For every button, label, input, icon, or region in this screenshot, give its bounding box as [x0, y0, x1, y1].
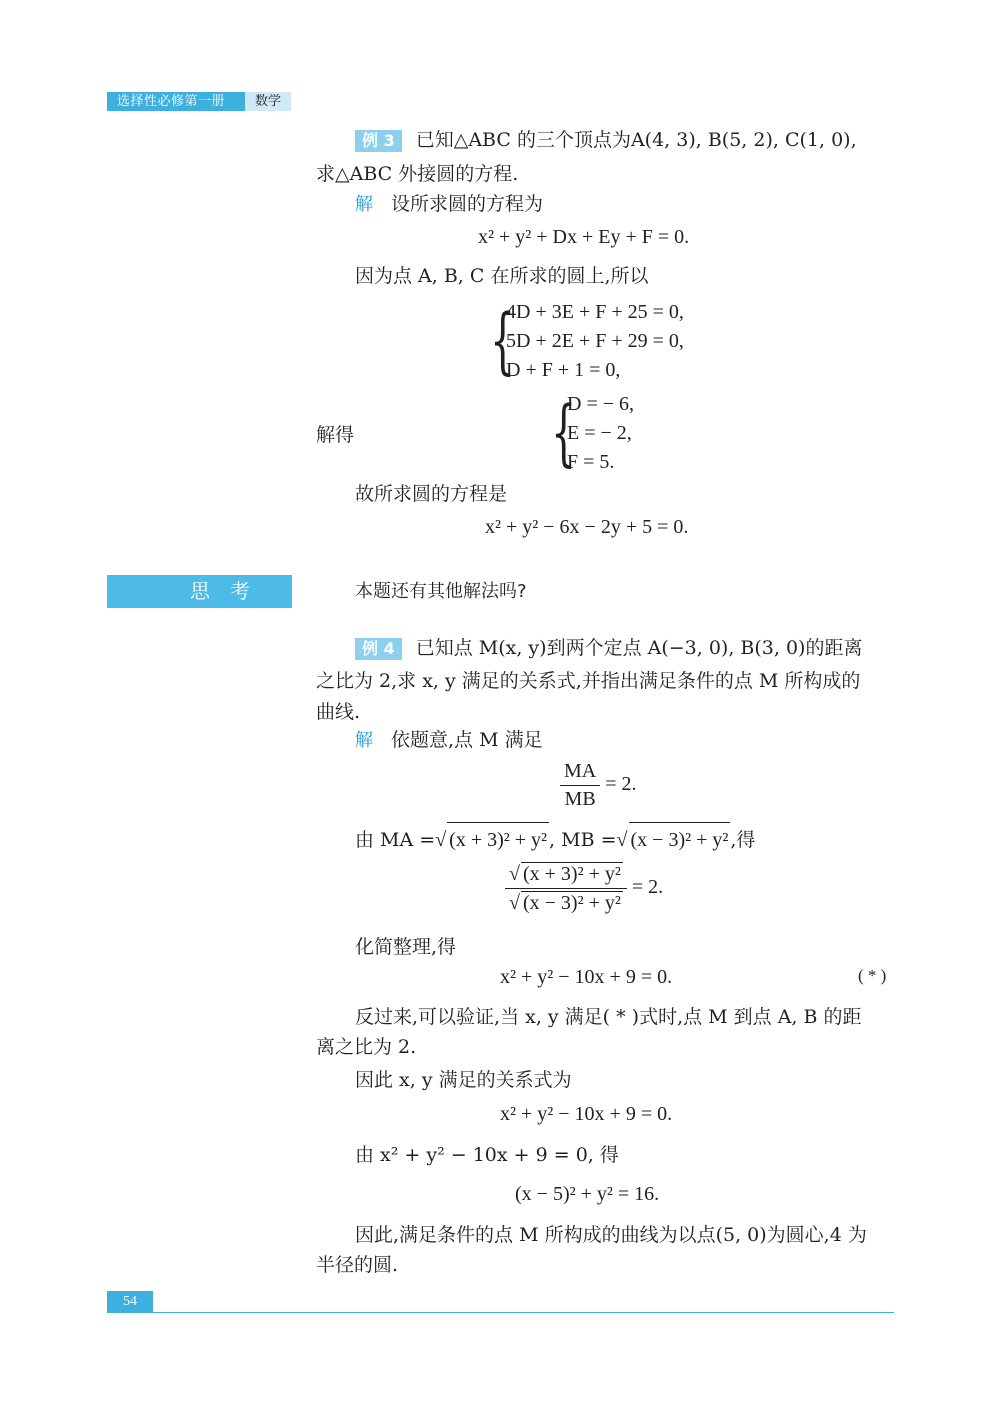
example-4-line-2: 之比为 2,求 x, y 满足的关系式,并指出满足条件的点 M 所构成的 [316, 670, 861, 692]
points-on-circle-text: 因为点 A, B, C 在所求的圆上,所以 [355, 265, 649, 287]
system-1-eq-2: 5D + 2E + F + 29 = 0, [506, 330, 684, 352]
footer-rule [107, 1312, 894, 1313]
system-brace: { [490, 298, 516, 382]
think-label-box: 思考 [107, 575, 292, 608]
equation-system-1 [506, 298, 684, 385]
example-3-line-1: 例 3 已知△ABC 的三个顶点为A(4, 3), B(5, 2), C(1, 0), [355, 123, 857, 157]
star-label: ( * ) [858, 966, 887, 985]
system-2-eq-3: F = 5. [567, 451, 615, 473]
final-line-1: 因此,满足条件的点 M 所构成的曲线为以点(5, 0)为圆心,4 为 [355, 1224, 867, 1246]
sqrt-ratio-equation: $\frac{\text{√ (x + 3)² + y²}}{\text{√ (x − 3)² + y²}}$ = 2. [505, 862, 663, 915]
ratio-fraction: $\frac{MA}{MB}$ [560, 760, 600, 811]
solution-tag: 解 [355, 730, 373, 751]
example-4-line-1: 例 4 已知点 M(x, y)到两个定点 A(−3, 0), B(3, 0)的距离 [355, 631, 862, 665]
example-3-solution-intro: 解 设所求圆的方程为 [355, 193, 544, 215]
distance-definitions: 由 MA =√ (x + 3)² + y² , MB =√ (x − 3)² + y² ,得 [355, 822, 755, 857]
system-1-eq-3: D + F + 1 = 0, [506, 359, 621, 381]
system-2-eq-1: D = − 6, [567, 393, 635, 415]
equation-circle-standard: (x − 5)² + y² = 16. [515, 1183, 660, 1205]
solve-label: 解得 [316, 424, 355, 446]
verify-line-2: 离之比为 2. [316, 1036, 417, 1058]
final-line-2: 半径的圆. [316, 1254, 399, 1276]
solution-tag: 解 [355, 194, 373, 215]
system-2-eq-2: E = − 2, [567, 422, 632, 444]
ratio-equation: $\frac{MA}{MB}$ = 2. [560, 760, 637, 811]
equation-system-2 [567, 390, 634, 477]
sqrt-ratio-fraction: $\frac{\text{√ (x + 3)² + y²}}{\text{√ (x − 3)² + y²}}$ [505, 862, 627, 915]
equation-relation: x² + y² − 10x + 9 = 0. [500, 1103, 673, 1125]
from-equation-text: 由 x² + y² − 10x + 9 = 0, 得 [355, 1144, 619, 1166]
equation-general-circle: x² + y² + Dx + Ey + F = 0. [478, 226, 690, 248]
example-4-tag: 例 4 [355, 638, 402, 660]
example-4-solution-intro: 解 依题意,点 M 满足 [355, 729, 543, 751]
verify-line-1: 反过来,可以验证,当 x, y 满足( * )式时,点 M 到点 A, B 的距 [355, 1006, 862, 1028]
think-question: 本题还有其他解法吗? [355, 581, 527, 602]
example-3-tag: 例 3 [355, 130, 402, 152]
hence-text: 因此 x, y 满足的关系式为 [355, 1069, 572, 1091]
equation-final-circle: x² + y² − 6x − 2y + 5 = 0. [485, 516, 689, 538]
equation-star: x² + y² − 10x + 9 = 0. [500, 966, 673, 988]
example-3-line-2: 求△ABC 外接圆的方程. [316, 163, 519, 185]
example-4-line-3: 曲线. [316, 701, 361, 723]
subject-badge: 数学 [245, 92, 291, 111]
system-brace: { [551, 390, 577, 474]
book-title-badge: 选择性必修第一册 [107, 92, 245, 111]
conclusion-text: 故所求圆的方程是 [355, 483, 508, 505]
system-1-eq-1: 4D + 3E + F + 25 = 0, [506, 301, 684, 323]
simplify-text: 化简整理,得 [355, 936, 457, 958]
page-number: 54 [107, 1291, 153, 1313]
